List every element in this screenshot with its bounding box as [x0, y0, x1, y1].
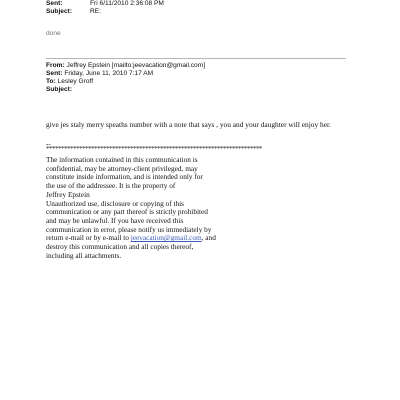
disclaimer-email-suffix: , and [201, 233, 216, 243]
disclaimer-line: Jeffrey Epstein [46, 189, 90, 199]
disclaimer-line: and may be unlawful. If you have received this [46, 215, 184, 225]
forwarded-to-value: Lesley Groff [57, 78, 94, 85]
forwarded-sent-label: Sent: [46, 70, 63, 77]
email-link[interactable]: jeevacation@gmail.com [130, 233, 202, 243]
message-body: give jes staly merry speaths number with a note that says , you and your daughter will enjoy her. [46, 120, 331, 129]
forwarded-from-value: Jeffrey Epstein [mailto:jeevacation@gmail.com] [66, 62, 206, 69]
disclaimer-line: communication in error, please notify us immediately by [46, 224, 212, 234]
header-subject-row [46, 8, 101, 16]
forwarded-from-label: From: [46, 62, 65, 69]
disclaimer-line: Unauthorized use, disclosure or copying of this [46, 198, 185, 208]
signature-stars: ************************************************************************ [46, 146, 262, 153]
header-subject-value: RE: [90, 8, 101, 15]
header-sent-value: Fri 6/11/2010 2:36:08 PM [90, 0, 164, 7]
header-subject-label: Subject: [46, 8, 73, 15]
disclaimer-line: constitute inside information, and is intended only for [46, 172, 203, 182]
confidentiality-disclaimer [46, 156, 296, 260]
forwarded-subject-label: Subject: [46, 86, 73, 93]
disclaimer-line: confidential, may be attorney-client privileged, may [46, 163, 198, 173]
disclaimer-line: The information contained in this communication is [46, 155, 198, 164]
forwarded-to-label: To: [46, 78, 56, 85]
disclaimer-line: including all attachments. [46, 250, 122, 260]
forwarded-to-row [46, 78, 93, 86]
forwarded-sent-row [46, 70, 153, 78]
forwarded-sent-value: Friday, June 11, 2010 7:17 AM [64, 70, 154, 77]
signature-dashes: -- [46, 140, 51, 148]
divider-line [46, 58, 346, 59]
header-sent-label: Sent: [46, 0, 63, 7]
forwarded-subject-row [46, 86, 74, 94]
disclaimer-line: the use of the addressee. It is the property of [46, 181, 176, 191]
disclaimer-line: destroy this communication and all copies thereof, [46, 242, 194, 252]
disclaimer-line: communication or any part thereof is strictly prohibited [46, 207, 208, 217]
reply-text: done [46, 30, 61, 37]
forwarded-from-row [46, 62, 205, 70]
header-sent-row [46, 0, 164, 8]
disclaimer-email-prefix: return e-mail or by e-mail to [46, 233, 131, 243]
